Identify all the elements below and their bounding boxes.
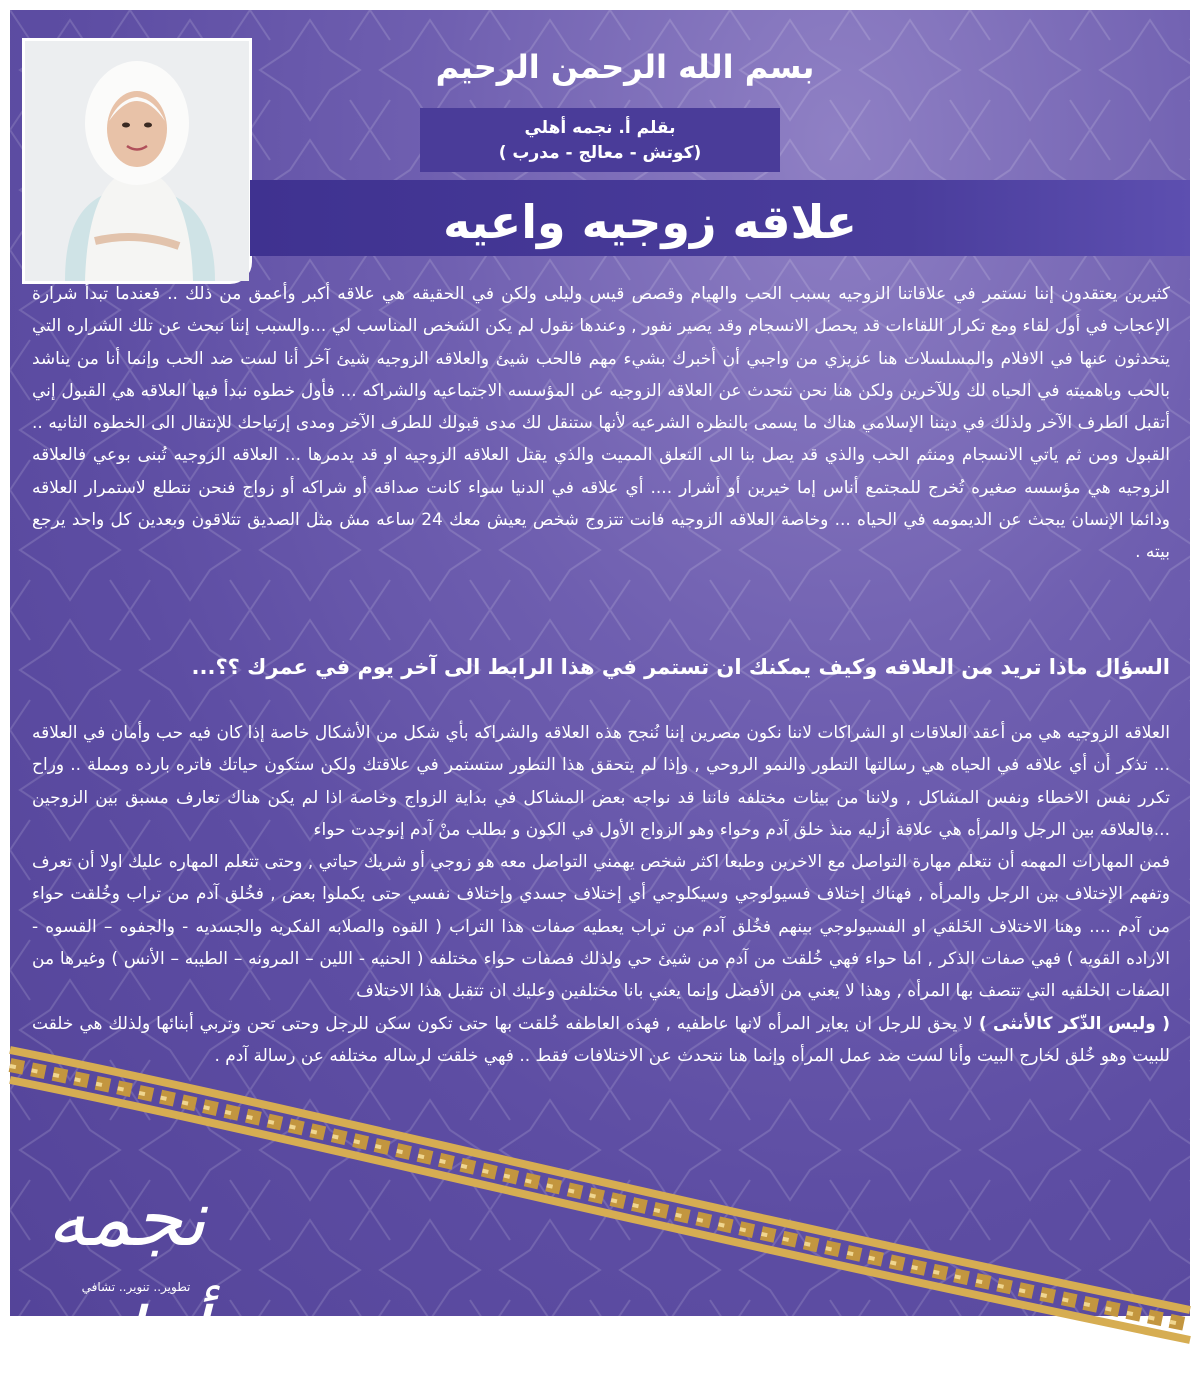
intro-paragraph: كثيرين يعتقدون إننا نستمر في علاقاتنا الزوجيه بسبب الحب والهيام وقصص قيس وليلى ولكن في الحقيقه هي علاقه أكبر وأعمق من ذلك .. فعندما تبدأ شرارة الإعجاب في أول لقاء ومع تكرار اللقاءات قد يحصل الانسجام وقد يصير نفور , وعندها نقول لم يكن الشخص المناسب لي ...والسبب إننا نبحث عن تلك الشراره التي يتحدثون عنها في الافلام والمسلسلات هنا عزيزي من واجبي أن أخبرك بشيء مهم فالحب شيئ والعلاقه الزوجيه شيئ آخر أنا لست ضد الحب وإنما أنا من يناشد بالحب وباهميته في الحياه لك وللآخرين ولكن هنا نحن نتحدث عن العلاقه الزوجيه عن المؤسسه الاجتماعيه والشراكه ... فأول خطوه نبدأ فيها العلاقه هي القبول إني أتقبل الطرف الآخر ولذلك في ديننا الإسلامي هناك ما يسمى بالنظره الشرعيه لأنها ستنقل لك مدى قبولك للطرف الآخر ومدى إرتياحك للإنتقال الى الخطوه الثانيه .. القبول ومن ثم ياتي الانسجام ومنثم الحب والذي قد يصل بنا الى التعلق المميت والذي يقتل العلاقه الزوجيه او قد يدمرها ... العلاقه الزوجيه تُبنى بوعي فالعلاقه الزوجيه هي مؤسسه صغيره تُخرج للمجتمع أناس إما خيرين أو أشرار .... أي علاقه في الدنيا سواء كانت صداقه أو شراكه أو زواج فنحن نتطلع لاستمرار العلاقه ودائما الإنسان يبحث عن الديمومه في الحياه ... وخاصة العلاقه الزوجيه فانت تتزوج شخص يعيش معك 24 ساعه مش مثل الصديق تتلاقون وبعدين كل واحد يرجع بيته . [32, 284, 1170, 563]
article-title: علاقه زوجيه واعيه [443, 195, 857, 249]
body-paragraph: العلاقه الزوجيه هي من أعقد العلاقات او الشراكات لاننا نكون مصرين إننا نُنجح هذه العلاقه والشراكه بأي شكل من الأشكال خاصة إذا كان فيه حب وأمان في العلاقه ... تذكر أن أي علاقه في الحياه هي رسالتها التطور والنمو الروحي , وإذا لم يتحقق هذا التطور ستستمر في علاقتك ولكن ستكون حياتك فاتره بارده ومملة .. وراح تكرر نفس الاخطاء ونفس المشاكل , ولاننا من بيئات مختلفه فاننا قد نواجه بعض المشاكل في بداية الزواج وخاصة اذا لم يكن هناك تعارف مسبق بين الزوجين ...فالعلاقه بين الرجل والمرأه هي علاقة أزليه منذ خلق آدم وحواء وهو الزواج الأول في الكون و بطلب منْ آدم إنوجدت حواء [32, 723, 1170, 840]
author-name: بقلم أ. نجمه أهلي [524, 118, 676, 138]
author-roles: (كوتش - معالج - مدرب ) [498, 143, 702, 163]
logo-mark: نجمه أهلي [47, 1174, 206, 1382]
closing-text: لا يحق للرجل ان يعاير المرأه لانها عاطفيه , فهذه العاطفه خُلقت بها حتى تكون سكن للرجل وحتى تحن وتربي أبنائها ولذلك هي خلقت للبيت وهو خُلق لخارج البيت وأنا لست ضد عمل المرأه وإنما هنا نتحدث عن الاختلافات فقط .. فهي خلقت لرساله مختلفه عن رسالة آدم . [32, 1013, 1170, 1066]
brand-logo [36, 1160, 236, 1382]
body-section [32, 717, 1170, 1072]
intro-section [32, 278, 1170, 569]
body-paragraph: فمن المهارات المهمه أن نتعلم مهارة التواصل مع الاخرين وطبعا اكثر شخص يهمني التواصل معه هو زوجي أو شريك حياتي , وحتى تتعلم المهاره عليك اولا أن تعرف وتفهم الإختلاف بين الرجل والمرأه , فهناك إختلاف فسيولوجي وسيكلوجي أي إختلاف جسدي وإختلاف نفسي حتى يكملوا بعض , فخُلق آدم من تراب وخُلقت حواء من آدم .... وهنا الاختلاف الخَلقي او الفسيولوجي بينهم فخُلق آدم من تراب يعطيه صفات هذا التراب ( القوه والصلابه الفكريه والجسديه - والجفوه – القسوه - الاراده القويه ) فهي صفات الذكر , اما حواء فهي خُلقت من آدم من شيئ حي ولذلك فصفات حواء مختلفه ( الحنيه - اللين – المرونه – الطيبه – الأنس ) وغيرها من الصفات الخلقيه التي تتصف بها المرأه , وهذا لا يعني من الأفضل وإنما يعني بانا مختلفين وعليك ان تتقبل هذا الاختلاف [32, 852, 1170, 1002]
author-photo [22, 38, 252, 284]
author-box [420, 108, 780, 172]
article-panel [10, 10, 1190, 1382]
logo-tagline: تطوير.. تنوير.. تشافي [81, 1280, 191, 1294]
question-heading: السؤال ماذا تريد من العلاقه وكيف يمكنك ان تستمر في هذا الرابط الى آخر يوم في عمرك ؟؟... [191, 655, 1170, 679]
bismillah-heading: بسم الله الرحمن الرحيم [435, 48, 815, 86]
closing-bold-lead: ( وليس الذّكر كالأنثى ) [978, 1013, 1170, 1034]
